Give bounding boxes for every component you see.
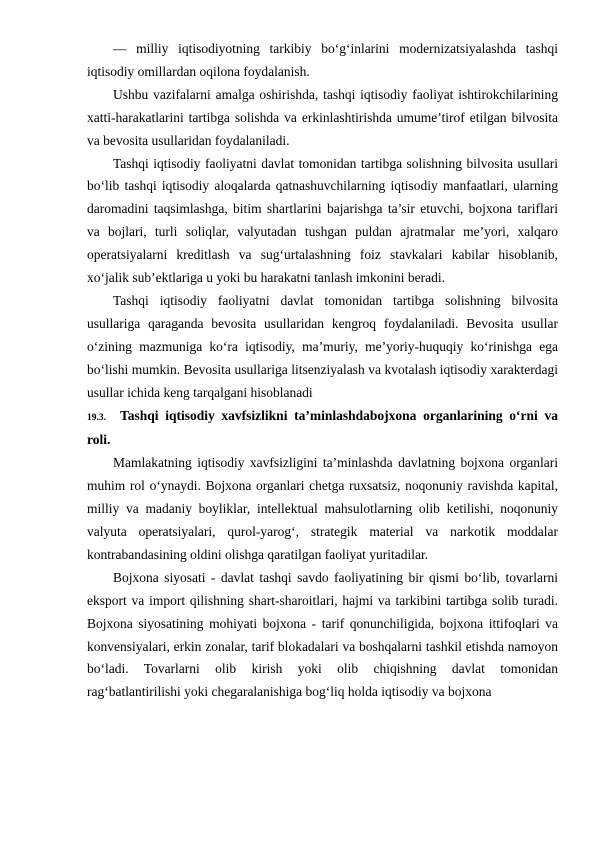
paragraph-customs-role: Mamlakatning iqtisodiy xavfsizligini ta’minlashda davlatning bojxona organlari muhim rol o‘ynaydi. Bojxona organlari chetga ruxsatsiz, noqonuniy ravishda kapital, milliy va madaniy boyliklar, intellektual mahsulotlarning olib ketilishi, noqonuniy valyuta operatsiyalari, qurol-yarog‘, strategik material va narkotik moddalar kontrabandasining oldini olishga qaratilgan faoliyat yuritadilar. (87, 455, 558, 562)
section-title: Tashqi iqtisodiy xavfsizlikni ta’minlashdabojxona organlarining o‘rni va roli. (87, 407, 558, 448)
paragraph-direct-methods: Tashqi iqtisodiy faoliyatni davlat tomonidan tartibga solishning bilvosita usullariga qaraganda bevosita usullaridan kengroq foydalaniladi. Bevosita usullar o‘zining mazmuniga ko‘ra iqtisodiy, ma’muriy, me’yoriy-huquqiy ko‘rinishga ega bo‘lishi mumkin. Bevosita usullariga litsenziyalash va kvotalash iqtisodiy xarakterdagi usullar ichida keng tarqalgani hisoblanadi (87, 292, 558, 400)
paragraph-customs-policy: Bojxona siyosati - davlat tashqi savdo faoliyatining bir qismi bo‘lib, tovarlarni eksport va import qilishning shart-sharoitlari, hajmi va tarkibini tartibga solib turadi. Bojxona siyosatining mohiyati bojxona - tarif qonunchiligida, bojxona ittifoqlari va konvensiyalari, erkin zonalar, tarif blokadalari va boshqalarni tashkil etishda namoyon bo‘ladi. Tovarlarni olib kirish yoki olib chiqishning davlat tomonidan rag‘batlantirilishi yoki chegaralanishiga bog‘liq holda iqtisodiy va bojxona (87, 569, 558, 700)
section-heading (87, 405, 558, 453)
section-number: 19.3. (87, 412, 106, 423)
paragraph-list-item-modernization: — milliy iqtisodiyotning tarkibiy bo‘g‘inlarini modernizatsiyalashda tashqi iqtisodiy omillardan oqilona foydalanish. (87, 41, 558, 79)
document-page (87, 38, 558, 704)
paragraph-indirect-methods: Tashqi iqtisodiy faoliyatni davlat tomonidan tartibga solishning bilvosita usullari bo‘lib tashqi iqtisodiy aloqalarda qatnashuvchilarning iqtisodiy manfaatlari, ularning daromadini taqsimlashga, bitim shartlarini bajarishga ta’sir etuvchi, bojxona tariflari va bojlari, turli soliqlar, valyutadan tushgan puldan ajratmalar me’yori, xalqaro operatsiyalarni kreditlash va sug‘urtalashning foiz stavkalari kabilar hisoblanib, xo‘jalik sub’ektlariga u yoki bu harakatni tanlash imkonini beradi. (87, 155, 558, 286)
paragraph-methods-intro: Ushbu vazifalarni amalga oshirishda, tashqi iqtisodiy faoliyat ishtirokchilarining xatti-harakatlarini tartibga solishda va erkinlashtirishda umume’tirof etilgan bilvosita va bevosita usullaridan foydalaniladi. (87, 86, 558, 148)
